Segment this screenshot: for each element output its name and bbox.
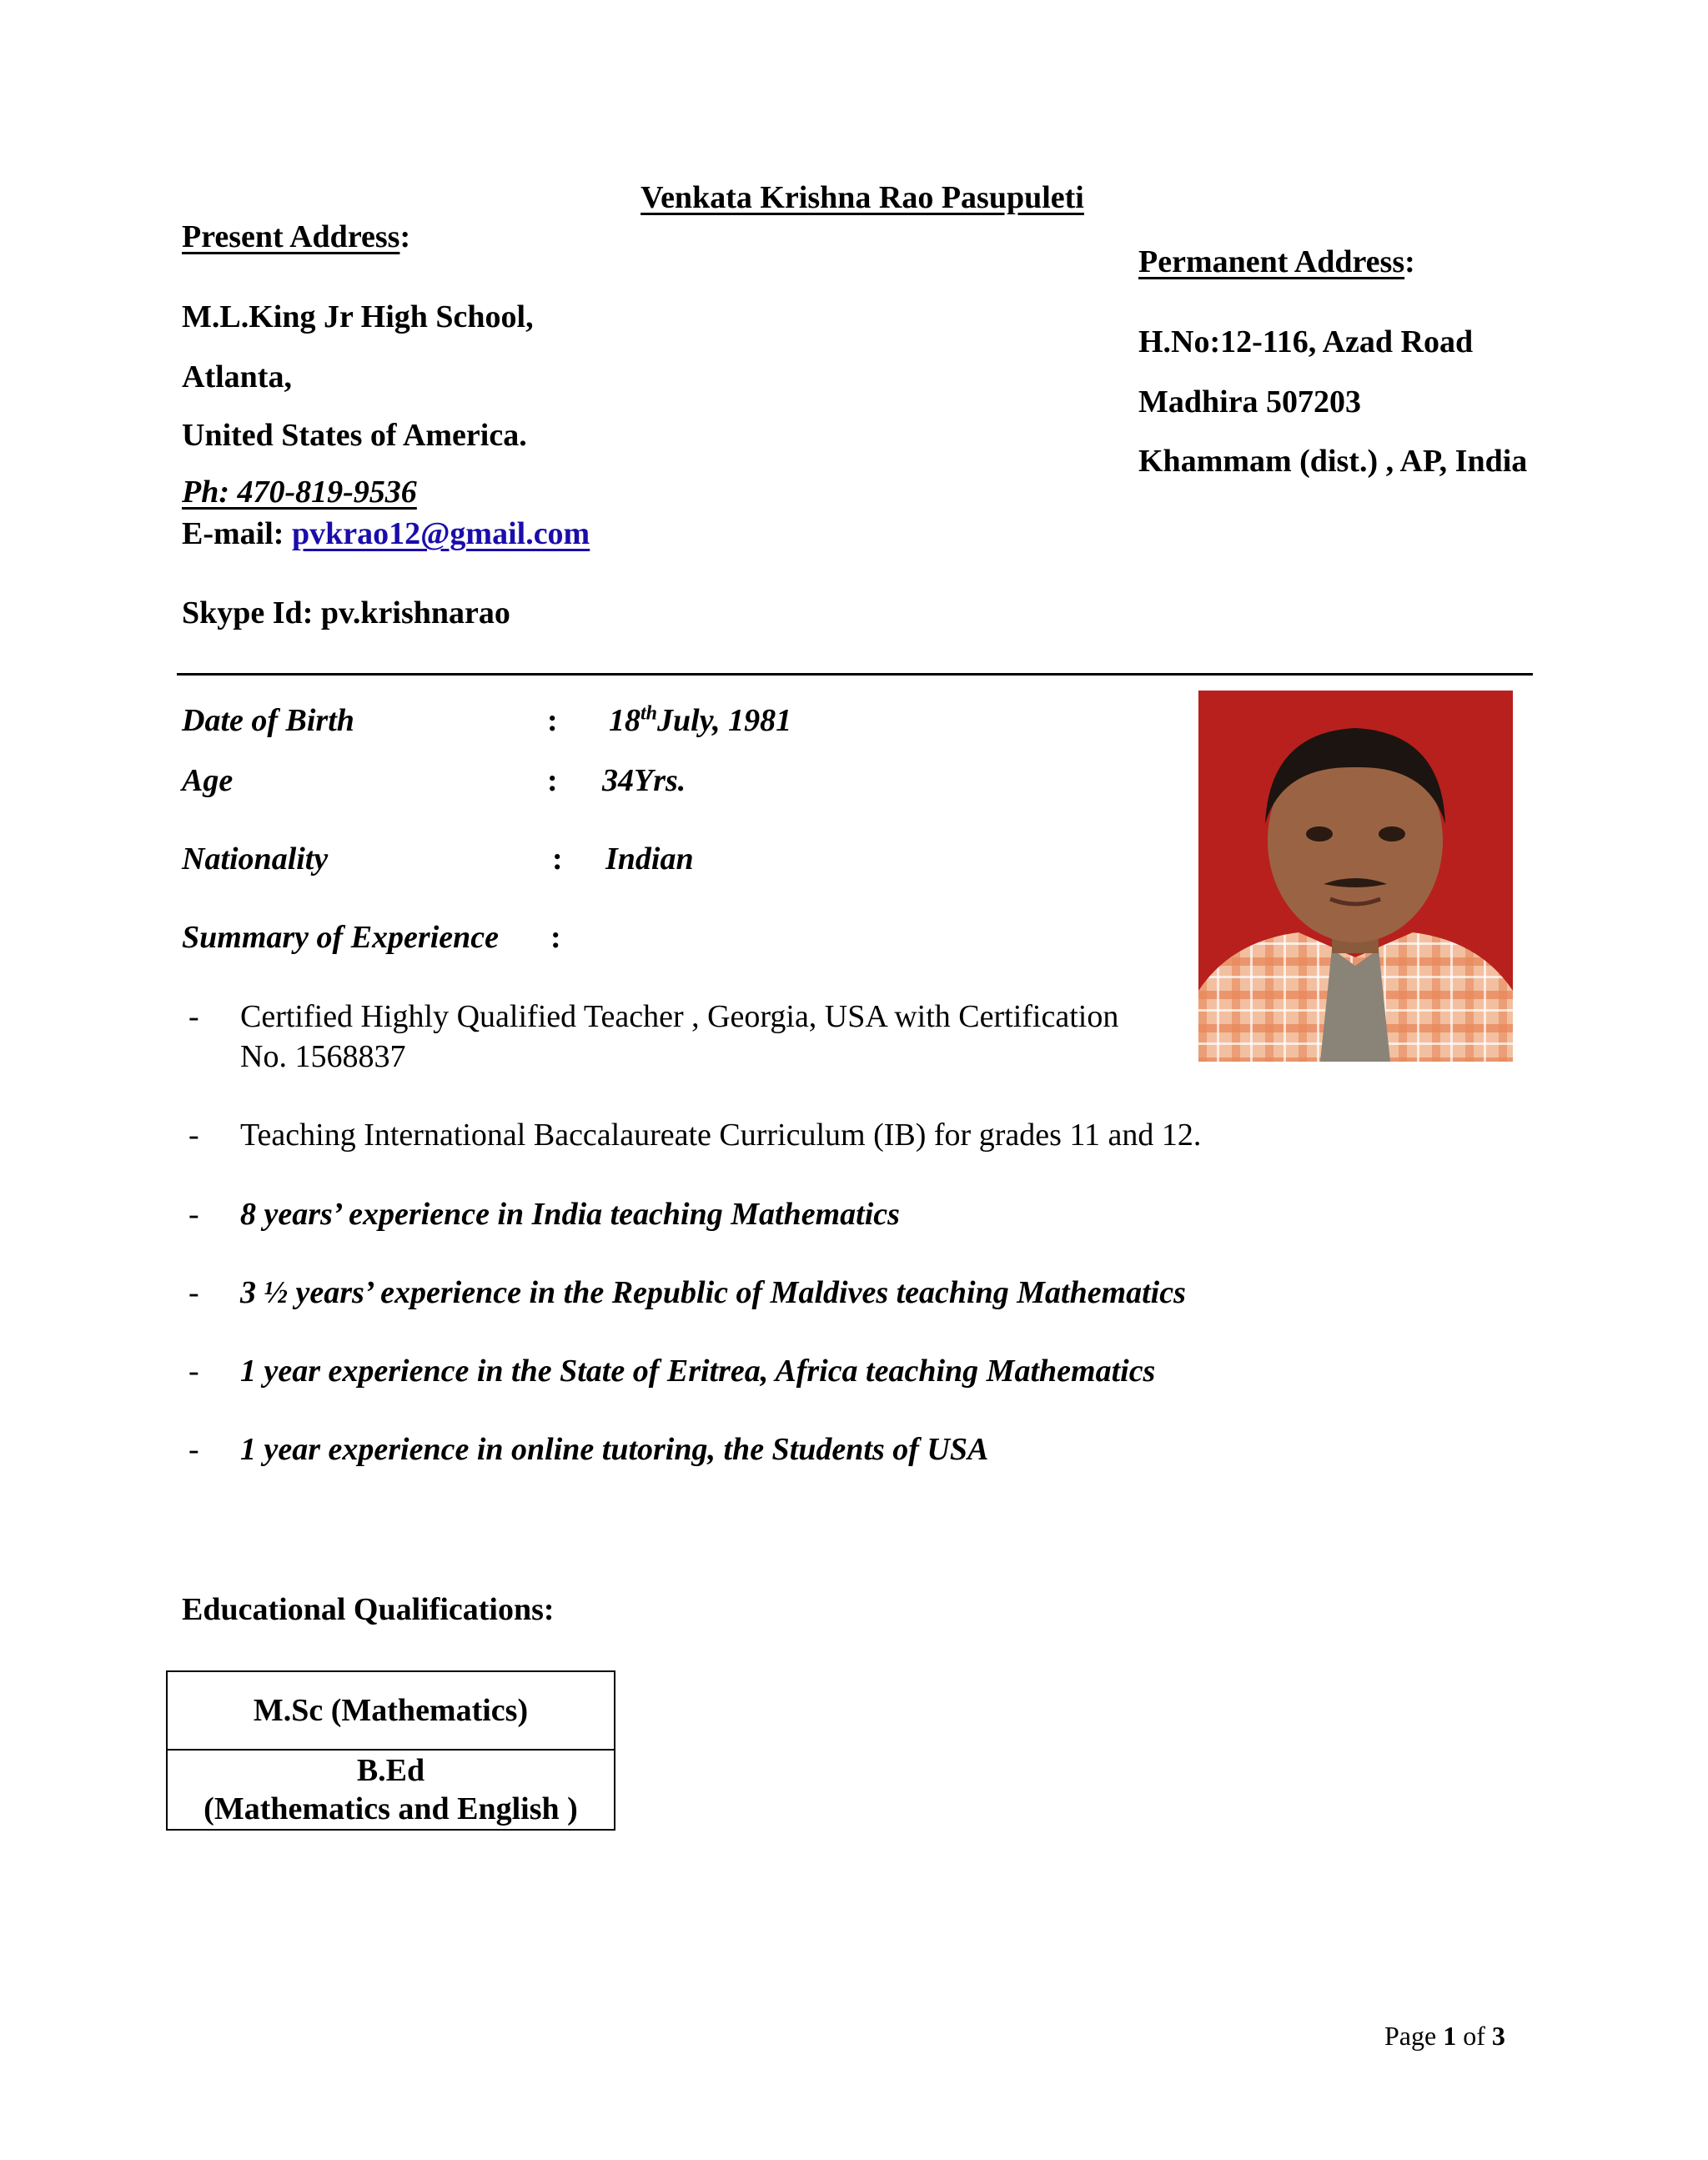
summary-colon: : bbox=[550, 920, 561, 955]
table-row bbox=[167, 1750, 615, 1830]
bullet-marker: - bbox=[188, 1432, 199, 1467]
experience-item: Teaching International Baccalaureate Curriculum (IB) for grades 11 and 12. bbox=[240, 1118, 1202, 1153]
portrait-photo bbox=[1198, 691, 1513, 1062]
present-address-line: M.L.King Jr High School, bbox=[182, 299, 534, 334]
education-cell: B.Ed (Mathematics and English ) bbox=[167, 1750, 615, 1830]
permanent-address-line: H.No:12-116, Azad Road bbox=[1138, 324, 1474, 359]
email-link[interactable]: pvkrao12@gmail.com bbox=[291, 516, 590, 551]
nationality-colon: : bbox=[552, 841, 563, 877]
experience-item: 1 year experience in the State of Eritrea, Africa teaching Mathematics bbox=[240, 1354, 1156, 1389]
page-number: Page 1 of 3 bbox=[1384, 2021, 1505, 2051]
person-icon bbox=[1198, 691, 1513, 1062]
experience-item: Certified Highly Qualified Teacher , Georgia, USA with Certification bbox=[240, 999, 1119, 1034]
nationality-value: Indian bbox=[605, 841, 694, 877]
age-colon: : bbox=[547, 763, 558, 798]
skype-id: Skype Id: pv.krishnarao bbox=[182, 595, 510, 630]
experience-item-continued: No. 1568837 bbox=[240, 1039, 406, 1074]
dob-label: Date of Birth bbox=[182, 703, 354, 738]
bullet-marker: - bbox=[188, 1197, 199, 1232]
permanent-address-line: Madhira 507203 bbox=[1138, 384, 1362, 419]
present-address-line: United States of America. bbox=[182, 418, 527, 453]
experience-item: 8 years’ experience in India teaching Mathematics bbox=[240, 1197, 900, 1232]
permanent-address-line: Khammam (dist.) , AP, India bbox=[1138, 444, 1528, 479]
present-address-heading: Present Address: bbox=[182, 219, 411, 254]
dob-value: 18thJuly, 1981 bbox=[609, 702, 792, 738]
education-heading: Educational Qualifications: bbox=[182, 1592, 555, 1627]
bullet-marker: - bbox=[188, 1354, 199, 1389]
bullet-marker: - bbox=[188, 999, 199, 1034]
education-cell: M.Sc (Mathematics) bbox=[167, 1671, 615, 1750]
phone-number: Ph: 470-819-9536 bbox=[182, 475, 417, 510]
section-divider bbox=[177, 673, 1533, 676]
present-address-line: Atlanta, bbox=[182, 359, 292, 394]
bullet-marker: - bbox=[188, 1275, 199, 1310]
permanent-address-heading: Permanent Address: bbox=[1138, 244, 1415, 279]
experience-item: 1 year experience in online tutoring, the Students of USA bbox=[240, 1432, 989, 1467]
age-value: 34Yrs. bbox=[602, 763, 686, 798]
bullet-marker: - bbox=[188, 1118, 199, 1153]
summary-label: Summary of Experience bbox=[182, 920, 499, 955]
table-row bbox=[167, 1671, 615, 1750]
dob-colon: : bbox=[547, 703, 558, 738]
age-label: Age bbox=[182, 763, 234, 798]
resume-name: Venkata Krishna Rao Pasupuleti bbox=[640, 180, 1084, 215]
experience-item: 3 ½ years’ experience in the Republic of Maldives teaching Mathematics bbox=[240, 1275, 1186, 1310]
nationality-label: Nationality bbox=[182, 841, 329, 877]
email-row: E-mail: pvkrao12@gmail.com bbox=[182, 516, 590, 551]
education-table bbox=[166, 1670, 615, 1831]
